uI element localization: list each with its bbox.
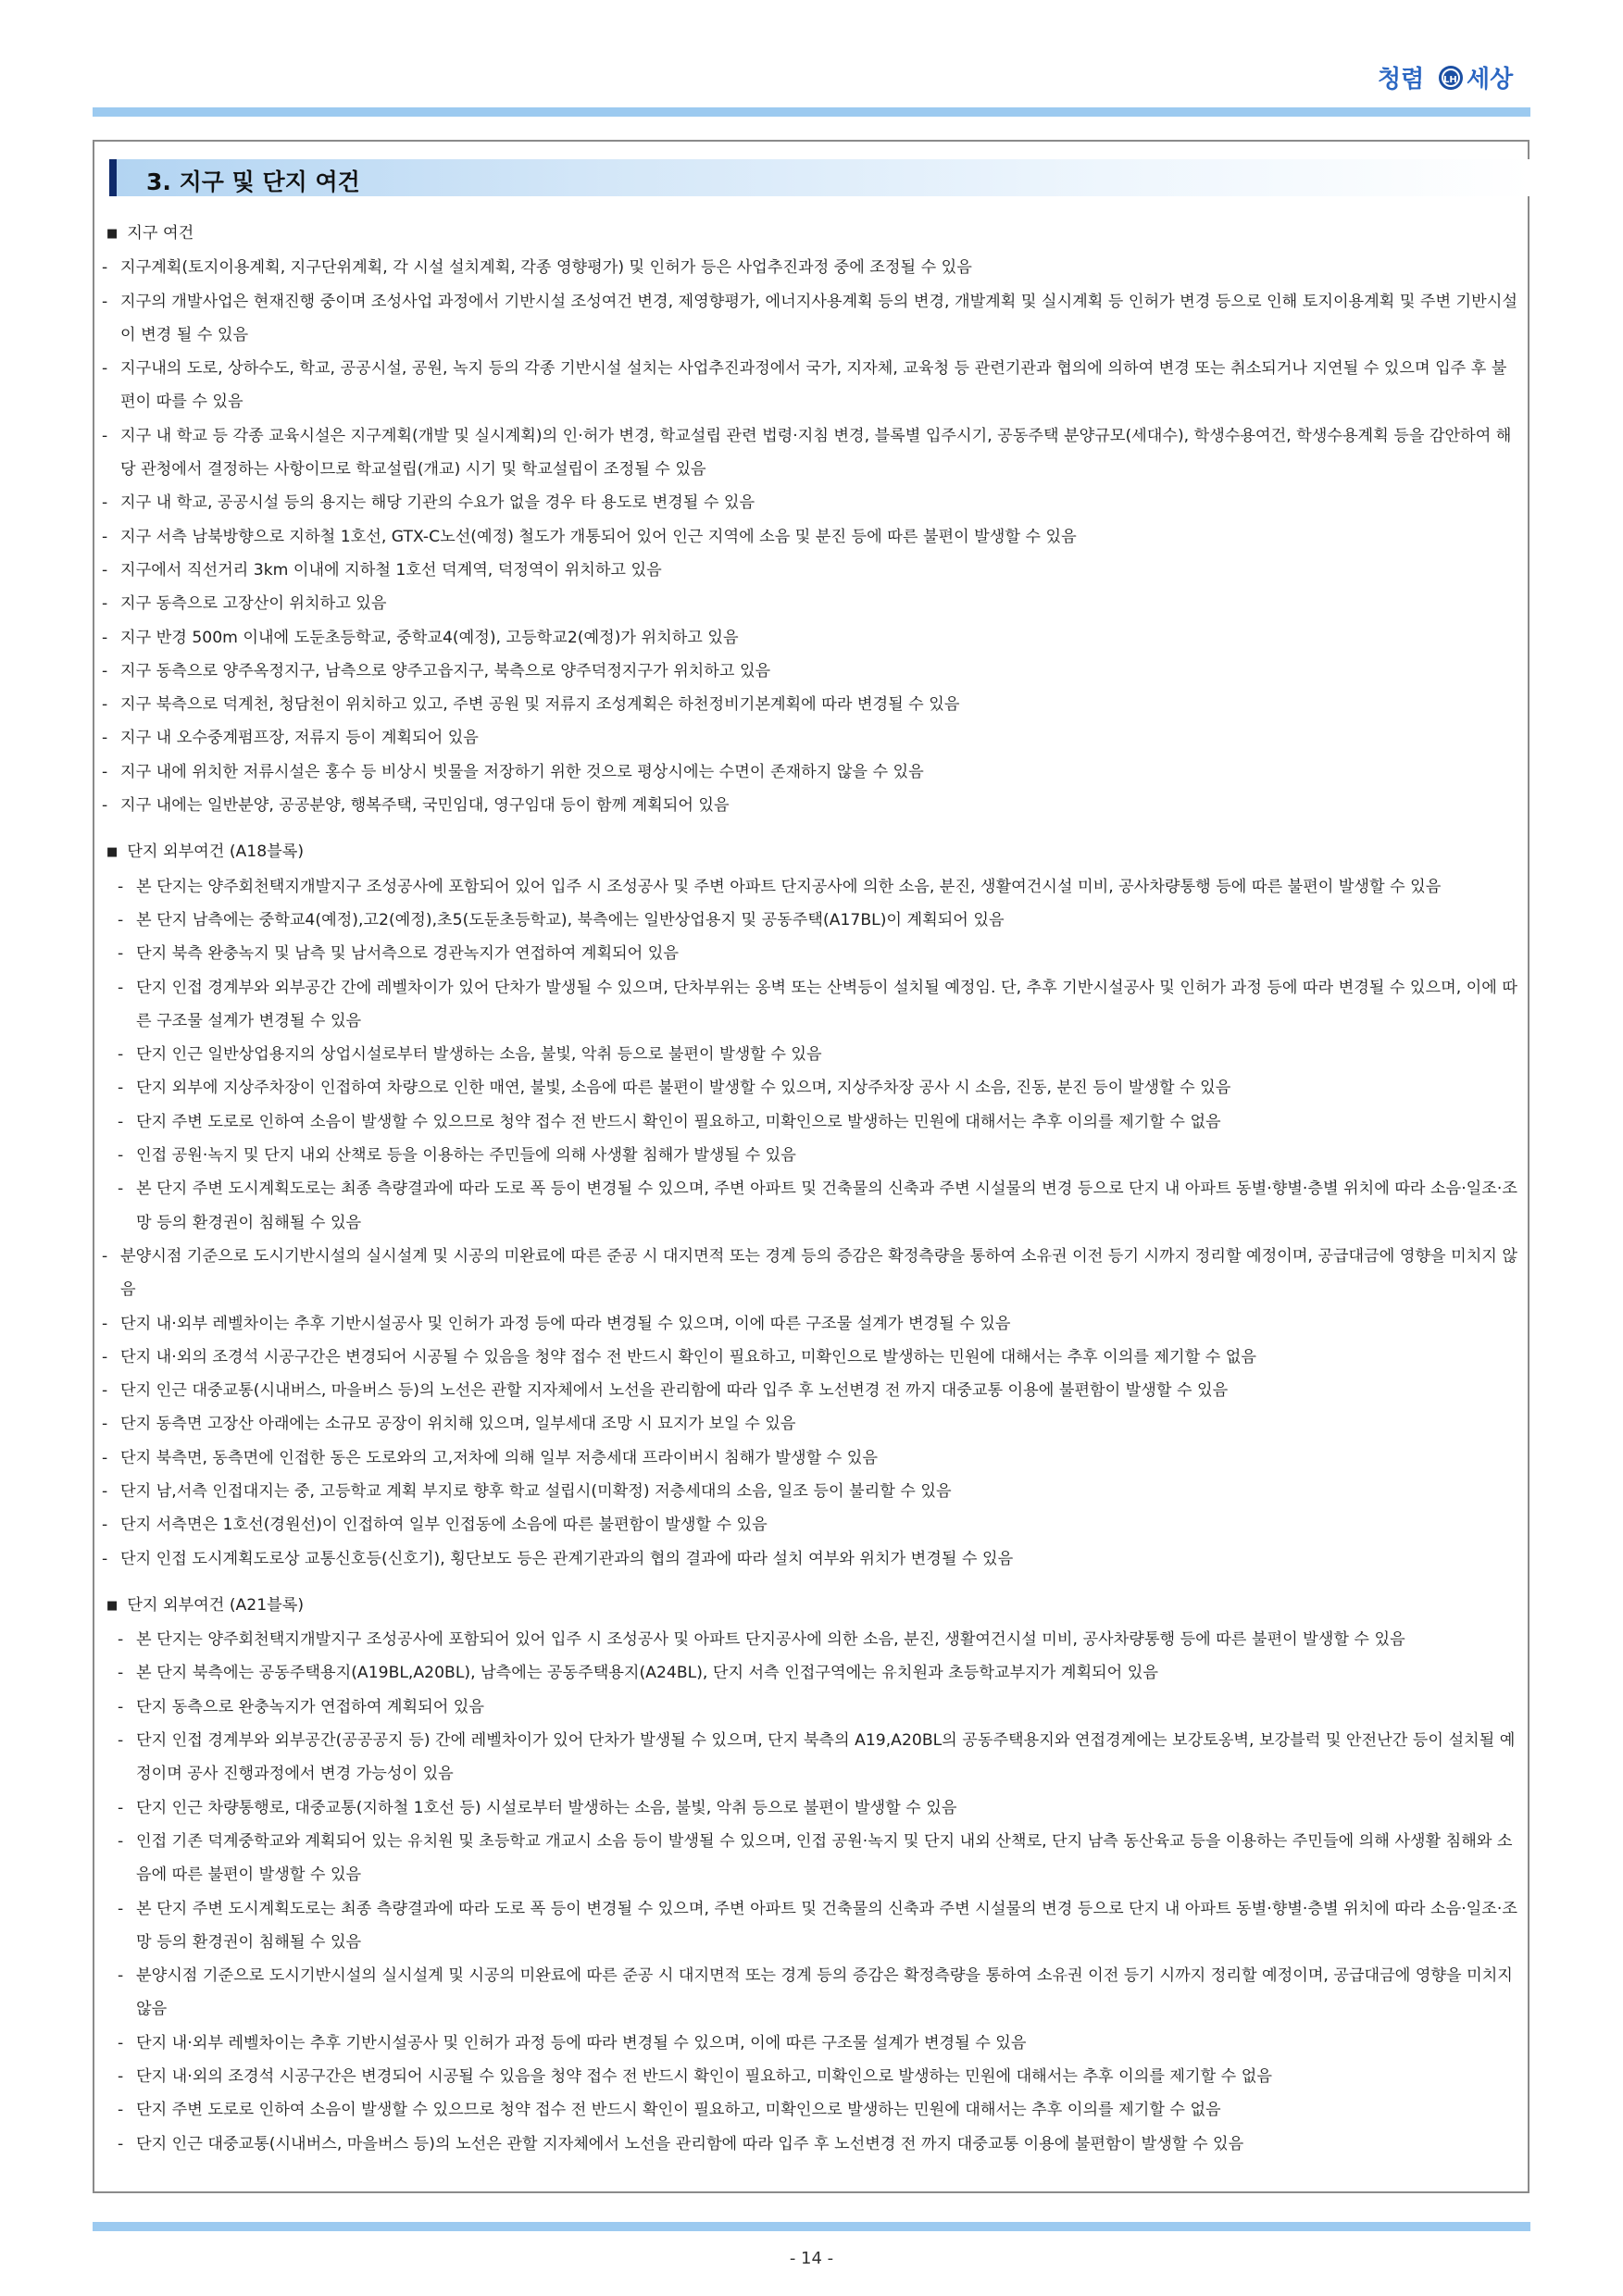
square-bullet-icon: ■ [106,227,119,241]
dash-bullet-icon: - [102,426,108,445]
list-item [97,1441,1528,1475]
list-item-text: 지구 내에는 일반분양, 공공분양, 행복주택, 국민임대, 영구임대 등이 함께 계획되어 있음 [120,796,730,816]
dash-bullet-icon: - [118,1697,124,1716]
dash-bullet-icon: - [102,1448,108,1467]
dash-bullet-icon: - [102,1516,108,1535]
list-item-text: 지구 북측으로 덕계천, 청담천이 위치하고 있고, 주변 공원 및 저류지 조성계획은 하천정비기본계획에 따라 변경될 수 있음 [120,695,960,715]
document-body [97,217,1528,2161]
list-item [97,1374,1528,1407]
list-item [97,789,1528,822]
page-title: 3. 지구 및 단지 여건 [146,168,360,195]
list-item-text: 지구계획(토지이용계획, 지구단위계획, 각 시설 설치계획, 각종 영향평가) 및 인허가 등은 사업추진과정 중에 조정될 수 있음 [120,258,972,278]
dash-bullet-icon: - [118,1079,124,1098]
dash-bullet-icon: - [118,1146,124,1166]
list-item-text: 단지 남,서측 인접대지는 중, 고등학교 계획 부지로 향후 학교 설립시(미확정) 저층세대의 소음, 일조 등이 불리할 수 있음 [120,1481,952,1501]
list-item [97,2093,1528,2127]
list-item-text: 지구에서 직선거리 3km 이내에 지하철 1호선 덕계역, 덕정역이 위치하고 있음 [120,560,662,580]
list-item-text: 단지 외부에 지상주차장이 인접하여 차량으로 인한 매연, 불빛, 소음에 따른 불편이 발생할 수 있으며, 지상주차장 공사 시 소음, 진동, 분진 등이 발생할 수 있음 [136,1079,1231,1098]
list-item-text: 지구 서측 남북방향으로 지하철 1호선, GTX-C노선(예정) 철도가 개통되어 있어 인근 지역에 소음 및 분진 등에 따른 불편이 발생할 수 있음 [120,527,1077,546]
list-item-text: 단지 동측면 고장산 아래에는 소규모 공장이 위치해 있으며, 일부세대 조망 시 묘지가 보일 수 있음 [120,1415,796,1434]
dash-bullet-icon: - [102,493,108,513]
dash-bullet-icon: - [102,1381,108,1401]
dash-bullet-icon: - [118,1045,124,1065]
dash-bullet-icon: - [118,1899,124,1918]
dash-bullet-icon: - [102,292,108,311]
list-item [97,1240,1528,1307]
list-item-text: 단지 북측면, 동측면에 인접한 동은 도로와의 고,저차에 의해 일부 저층세대 프라이버시 침해가 발생할 수 있음 [120,1448,878,1467]
dash-bullet-icon: - [118,1831,124,1851]
list-item [97,688,1528,721]
list-item [97,1724,1528,1791]
list-item [97,1475,1528,1508]
page-number: - 14 - [789,2249,834,2268]
logo-text-right: 세상 [1467,66,1514,94]
dash-bullet-icon: - [102,1246,108,1266]
list-item [97,1892,1528,1960]
dash-bullet-icon: - [102,1549,108,1568]
list-item [97,621,1528,655]
list-item [97,937,1528,970]
section-3 [97,1589,1528,2161]
list-item-text: 단지 내·외부 레벨차이는 추후 기반시설공사 및 인허가 과정 등에 따라 변경될 수 있으며, 이에 따른 구조물 설계가 변경될 수 있음 [136,2033,1027,2053]
dash-bullet-icon: - [102,359,108,379]
header-rule [93,107,1530,117]
list-item-text: 단지 인근 일반상업용지의 상업시설로부터 발생하는 소음, 불빛, 악취 등으로 불편이 발생할 수 있음 [136,1045,822,1065]
section-title-text: 단지 외부여건 (A18블록) [127,842,305,862]
dash-bullet-icon: - [118,2067,124,2087]
list-item [97,655,1528,688]
list-item-text: 단지 인접 경계부와 외부공간 간에 레벨차이가 있어 단차가 발생될 수 있으며, 단차부위는 옹벽 또는 산벽등이 설치될 예정임. 단, 추후 기반시설공사 및 인허가 과정 등에 따라 변경될 수 있으며, 이에 따른 구조물 설계가 변경될 수 있음 [136,978,1517,1030]
dash-bullet-icon: - [118,978,124,997]
list-item [97,870,1528,904]
list-item-text: 본 단지는 양주회천택지개발지구 조성공사에 포함되어 있어 입주 시 조성공사 및 아파트 단지공사에 의한 소음, 분진, 생활여건시설 미비, 공사차량통행 등에 따른 불편이 발생할 수 있음 [136,1630,1405,1650]
dash-bullet-icon: - [118,1966,124,1986]
square-bullet-icon: ■ [106,1598,119,1613]
list-item [97,1139,1528,1172]
dash-bullet-icon: - [118,2033,124,2053]
list-item-text: 단지 인접 도시계획도로상 교통신호등(신호기), 횡단보도 등은 관계기관과의 협의 결과에 따라 설치 여부와 위치가 변경될 수 있음 [120,1549,1014,1568]
list-item [97,2027,1528,2060]
section-title-text: 단지 외부여건 (A21블록) [127,1595,305,1615]
list-item [97,721,1528,755]
list-item [97,1656,1528,1690]
footer-rule [93,2222,1530,2231]
list-item-text: 인접 공원·녹지 및 단지 내외 산책로 등을 이용하는 주민들에 의해 사생활 침해가 발생될 수 있음 [136,1146,796,1166]
list-item-text: 단지 동측으로 완충녹지가 연접하여 계획되어 있음 [136,1697,484,1716]
dash-bullet-icon: - [102,695,108,715]
list-item [97,1791,1528,1825]
list-item [97,1825,1528,1892]
dash-bullet-icon: - [102,560,108,580]
dash-bullet-icon: - [118,2101,124,2120]
list-item-text: 단지 주변 도로로 인하여 소음이 발생할 수 있으므로 청약 접수 전 반드시 확인이 필요하고, 미확인으로 발생하는 민원에 대해서는 추후 이의를 제기할 수 없음 [136,1112,1221,1131]
dash-bullet-icon: - [102,796,108,816]
list-item [97,285,1528,353]
list-item [97,1172,1528,1240]
list-item-text: 인접 기존 덕계중학교와 계획되어 있는 유치원 및 초등학교 개교시 소음 등이 발생될 수 있으며, 인접 공원·녹지 및 단지 내외 산책로, 단지 남측 동산육교 등을 이용하는 주민들에 의해 사생활 침해와 소음에 따른 불편이 발생할 수 있음 [136,1831,1513,1885]
dash-bullet-icon: - [102,258,108,278]
section-title [97,217,1528,251]
dash-bullet-icon: - [118,1630,124,1650]
list-item [97,2128,1528,2161]
list-item [97,1407,1528,1441]
dash-bullet-icon: - [102,1415,108,1434]
logo-text-left: 청렴 [1378,66,1425,94]
section-title [97,835,1528,869]
dash-bullet-icon: - [102,527,108,546]
dash-bullet-icon: - [102,1481,108,1501]
list-item-text: 단지 주변 도로로 인하여 소음이 발생할 수 있으므로 청약 접수 전 반드시 확인이 필요하고, 미확인으로 발생하는 민원에 대해서는 추후 이의를 제기할 수 없음 [136,2101,1221,2120]
list-item [97,1038,1528,1071]
list-item [97,1959,1528,2027]
list-item [97,1508,1528,1541]
section-2 [97,835,1528,1576]
dash-bullet-icon: - [118,877,124,896]
section-title-text: 지구 여건 [127,224,194,243]
list-item [97,755,1528,789]
list-item-text: 단지 내·외의 조경석 시공구간은 변경되어 시공될 수 있음을 청약 접수 전 반드시 확인이 필요하고, 미확인으로 발생하는 민원에 대해서는 추후 이의를 제기할 수 없음 [120,1347,1256,1366]
dash-bullet-icon: - [102,1314,108,1333]
list-item-text: 지구 내 학교 등 각종 교육시설은 지구계획(개발 및 실시계획)의 인·허가 변경, 학교설립 관련 법령·지침 변경, 블록별 입주시기, 공동주택 분양규모(세대수), 학생수용여건, 학생수용계획 등을 감안하여 해당 관청에서 결정하는 사항이므로 학교설립(개교) 시기 및 학교설립이 조정될 수 있음 [120,426,1512,480]
dash-bullet-icon: - [118,1798,124,1817]
dash-bullet-icon: - [102,762,108,781]
list-item [97,520,1528,554]
dash-bullet-icon: - [102,1347,108,1366]
dash-bullet-icon: - [118,1112,124,1131]
dash-bullet-icon: - [118,910,124,930]
list-item [97,1691,1528,1724]
list-item [97,971,1528,1039]
list-item-text: 분양시점 기준으로 도시기반시설의 실시설계 및 시공의 미완료에 따른 준공 시 대지면적 또는 경계 등의 증감은 확정측량을 통하여 소유권 이전 등기 시까지 정리할 예정이며, 공급대금에 영향을 미치지 않음 [120,1246,1517,1300]
list-item [97,352,1528,419]
list-item [97,1341,1528,1374]
dash-bullet-icon: - [118,1731,124,1751]
list-item-text: 단지 인근 차량통행로, 대중교통(지하철 1호선 등) 시설로부터 발생하는 소음, 불빛, 악취 등으로 불편이 발생할 수 있음 [136,1798,957,1817]
list-item [97,587,1528,620]
list-item [97,1307,1528,1341]
list-item-text: 단지 인접 경계부와 외부공간(공공공지 등) 간에 레벨차이가 있어 단차가 발생될 수 있으며, 단지 북측의 A19,A20BL의 공동주택용지와 연접경계에는 보강토옹벽, 보강블럭 및 안전난간 등이 설치될 예정이며 공사 진행과정에서 변경 가능성이 있음 [136,1731,1516,1784]
list-item [97,1542,1528,1576]
list-item-text: 본 단지 주변 도시계획도로는 최종 측량결과에 따라 도로 폭 등이 변경될 수 있으며, 주변 아파트 및 건축물의 신축과 주변 시설물의 변경 등으로 단지 내 아파트 동별·향별·층별 위치에 따라 소음·일조·조망 등의 환경권이 침해될 수 있음 [136,1899,1517,1952]
cheongryeom-logo [1378,57,1540,98]
list-item [97,419,1528,487]
section-heading-bar [109,159,1532,196]
list-item-text: 지구내의 도로, 상하수도, 학교, 공공시설, 공원, 녹지 등의 각종 기반시설 설치는 사업추진과정에서 국가, 지자체, 교육청 등 관련기관과 협의에 의하여 변경 또는 취소되거나 지연될 수 있으며 입주 후 불편이 따를 수 있음 [120,359,1507,412]
dash-bullet-icon: - [118,1179,124,1199]
section-1 [97,217,1528,822]
dash-bullet-icon: - [118,1664,124,1683]
list-item-text: 지구 내에 위치한 저류시설은 홍수 등 비상시 빗물을 저장하기 위한 것으로 평상시에는 수면이 존재하지 않을 수 있음 [120,762,924,781]
dash-bullet-icon: - [102,594,108,614]
dash-bullet-icon: - [102,729,108,748]
list-item-text: 단지 내·외의 조경석 시공구간은 변경되어 시공될 수 있음을 청약 접수 전 반드시 확인이 필요하고, 미확인으로 발생하는 민원에 대해서는 추후 이의를 제기할 수 없음 [136,2067,1272,2087]
list-item-text: 단지 서측면은 1호선(경원선)이 인접하여 일부 인접동에 소음에 따른 불편함이 발생할 수 있음 [120,1516,768,1535]
list-item-text: 본 단지는 양주회천택지개발지구 조성공사에 포함되어 있어 입주 시 조성공사 및 주변 아파트 단지공사에 의한 소음, 분진, 생활여건시설 미비, 공사차량통행 등에 따른 불편이 발생할 수 있음 [136,877,1442,896]
list-item [97,1623,1528,1656]
list-item-text: 지구 내 학교, 공공시설 등의 용지는 해당 기관의 수요가 없을 경우 타 용도로 변경될 수 있음 [120,493,755,513]
list-item-text: 단지 북측 완충녹지 및 남측 및 남서측으로 경관녹지가 연접하여 계획되어 있음 [136,944,679,964]
list-item-text: 단지 인근 대중교통(시내버스, 마을버스 등)의 노선은 관할 지자체에서 노선을 관리함에 따라 입주 후 노선변경 전 까지 대중교통 이용에 불편함이 발생할 수 있음 [136,2134,1244,2153]
section-title [97,1589,1528,1623]
list-item-text: 본 단지 주변 도시계획도로는 최종 측량결과에 따라 도로 폭 등이 변경될 수 있으며, 주변 아파트 및 건축물의 신축과 주변 시설물의 변경 등으로 단지 내 아파트 동별·향별·층별 위치에 따라 소음·일조·조망 등의 환경권이 침해될 수 있음 [136,1179,1517,1232]
logo-graphic [1378,57,1540,98]
dash-bullet-icon: - [118,944,124,964]
list-item-text: 본 단지 남측에는 중학교4(예정),고2(예정),초5(도둔초등학교), 북측에는 일반상업용지 및 공동주택(A17BL)이 계획되어 있음 [136,910,1005,930]
list-item [97,1071,1528,1104]
list-item-text: 본 단지 북측에는 공동주택용지(A19BL,A20BL), 남측에는 공동주택용지(A24BL), 단지 서측 인접구역에는 유치원과 초등학교부지가 계획되어 있음 [136,1664,1158,1683]
list-item-text: 분양시점 기준으로 도시기반시설의 실시설계 및 시공의 미완료에 따른 준공 시 대지면적 또는 경계 등의 증감은 확정측량을 통하여 소유권 이전 등기 시까지 정리할 예정이며, 공급대금에 영향을 미치지 않음 [136,1966,1513,2019]
list-item-text: 지구 내 오수중계펌프장, 저류지 등이 계획되어 있음 [120,729,479,748]
list-item [97,554,1528,587]
heading-accent-bar [109,159,117,196]
dash-bullet-icon: - [102,661,108,680]
list-item [97,904,1528,937]
list-item [97,251,1528,284]
list-item-text: 지구 반경 500m 이내에 도둔초등학교, 중학교4(예정), 고등학교2(예정)가 위치하고 있음 [120,628,739,647]
list-item-text: 지구의 개발사업은 현재진행 중이며 조성사업 과정에서 기반시설 조성여건 변경, 제영향평가, 에너지사용계획 등의 변경, 개발계획 및 실시계획 등 인허가 변경 등으로 인해 토지이용계획 및 주변 기반시설이 변경 될 수 있음 [120,292,1517,344]
logo-mark: LH [1443,75,1457,85]
list-item-text: 단지 인근 대중교통(시내버스, 마을버스 등)의 노선은 관할 지자체에서 노선을 관리함에 따라 입주 후 노선변경 전 까지 대중교통 이용에 불편함이 발생할 수 있음 [120,1381,1229,1401]
list-item-text: 지구 동측으로 양주옥정지구, 남측으로 양주고읍지구, 북측으로 양주덕정지구가 위치하고 있음 [120,661,771,680]
list-item-text: 단지 내·외부 레벨차이는 추후 기반시설공사 및 인허가 과정 등에 따라 변경될 수 있으며, 이에 따른 구조물 설계가 변경될 수 있음 [120,1314,1011,1333]
list-item [97,2060,1528,2093]
square-bullet-icon: ■ [106,845,119,860]
list-item-text: 지구 동측으로 고장산이 위치하고 있음 [120,594,387,614]
list-item [97,1105,1528,1139]
dash-bullet-icon: - [118,2134,124,2153]
list-item [97,486,1528,519]
dash-bullet-icon: - [102,628,108,647]
